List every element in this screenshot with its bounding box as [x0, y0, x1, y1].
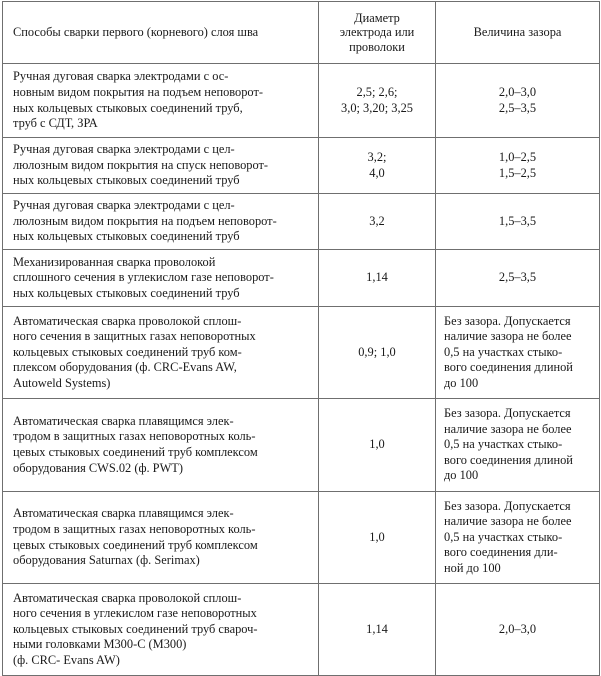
- method-cell: Ручная дуговая сварка электродами с ос- новным видом покрытия на подъем неповорот- ных кольцевых стыковых соединений труб, труб с СДТ, ЗРА: [3, 64, 319, 138]
- gap-cell: 1,5–3,5: [436, 194, 600, 250]
- header-method: Способы сварки первого (корневого) слоя шва: [3, 2, 319, 64]
- method-cell: Автоматическая сварка плавящимся элек- тродом в защитных газах неповоротных коль- цевых стыковых соединений труб комплексом оборудования Saturnax (ф. Serimax): [3, 492, 319, 584]
- method-cell: Ручная дуговая сварка электродами с цел- люлозным видом покрытия на подъем неповорот- ных кольцевых стыковых соединений труб: [3, 194, 319, 250]
- welding-gap-table: [2, 1, 600, 676]
- method-cell: Автоматическая сварка проволокой сплош- ного сечения в защитных газах неповоротных кольцевых стыковых соединений труб ком- плексом оборудования (ф. CRC-Evans AW, Autoweld Systems): [3, 307, 319, 399]
- table-row: [3, 399, 600, 492]
- gap-cell: Без зазора. Допускается наличие зазора не более 0,5 на участках стыко- вого соединения длиной до 100: [436, 399, 600, 492]
- gap-cell: 2,0–3,0 2,5–3,5: [436, 64, 600, 138]
- table-row: [3, 194, 600, 250]
- header-gap: Величина зазора: [436, 2, 600, 64]
- gap-cell: Без зазора. Допускается наличие зазора не более 0,5 на участках стыко- вого соединения дли- ной до 100: [436, 492, 600, 584]
- table-row: [3, 584, 600, 676]
- gap-cell: 2,5–3,5: [436, 250, 600, 307]
- diameter-cell: 3,2: [319, 194, 436, 250]
- table-row: [3, 64, 600, 138]
- diameter-cell: 1,0: [319, 399, 436, 492]
- diameter-cell: 1,14: [319, 584, 436, 676]
- table-row: [3, 138, 600, 194]
- gap-cell: 2,0–3,0: [436, 584, 600, 676]
- gap-cell: 1,0–2,5 1,5–2,5: [436, 138, 600, 194]
- method-cell: Ручная дуговая сварка электродами с цел- люлозным видом покрытия на спуск неповорот- ных кольцевых стыковых соединений труб: [3, 138, 319, 194]
- diameter-cell: 0,9; 1,0: [319, 307, 436, 399]
- table-row: [3, 492, 600, 584]
- table-row: [3, 307, 600, 399]
- header-diameter: Диаметр электрода или проволоки: [319, 2, 436, 64]
- table-row: [3, 250, 600, 307]
- diameter-cell: 1,0: [319, 492, 436, 584]
- header-row: [3, 2, 600, 64]
- diameter-cell: 3,2; 4,0: [319, 138, 436, 194]
- method-cell: Автоматическая сварка проволокой сплош- ного сечения в углекислом газе неповоротных кольцевых стыковых соединений труб свароч- ными головками М300-С (М300) (ф. CRC- Evans AW): [3, 584, 319, 676]
- diameter-cell: 2,5; 2,6; 3,0; 3,20; 3,25: [319, 64, 436, 138]
- gap-cell: Без зазора. Допускается наличие зазора не более 0,5 на участках стыко- вого соединения длиной до 100: [436, 307, 600, 399]
- diameter-cell: 1,14: [319, 250, 436, 307]
- method-cell: Автоматическая сварка плавящимся элек- тродом в защитных газах неповоротных коль- цевых стыковых соединений труб комплексом оборудования CWS.02 (ф. PWT): [3, 399, 319, 492]
- method-cell: Механизированная сварка проволокой сплошного сечения в углекислом газе неповорот- ных кольцевых стыковых соединений труб: [3, 250, 319, 307]
